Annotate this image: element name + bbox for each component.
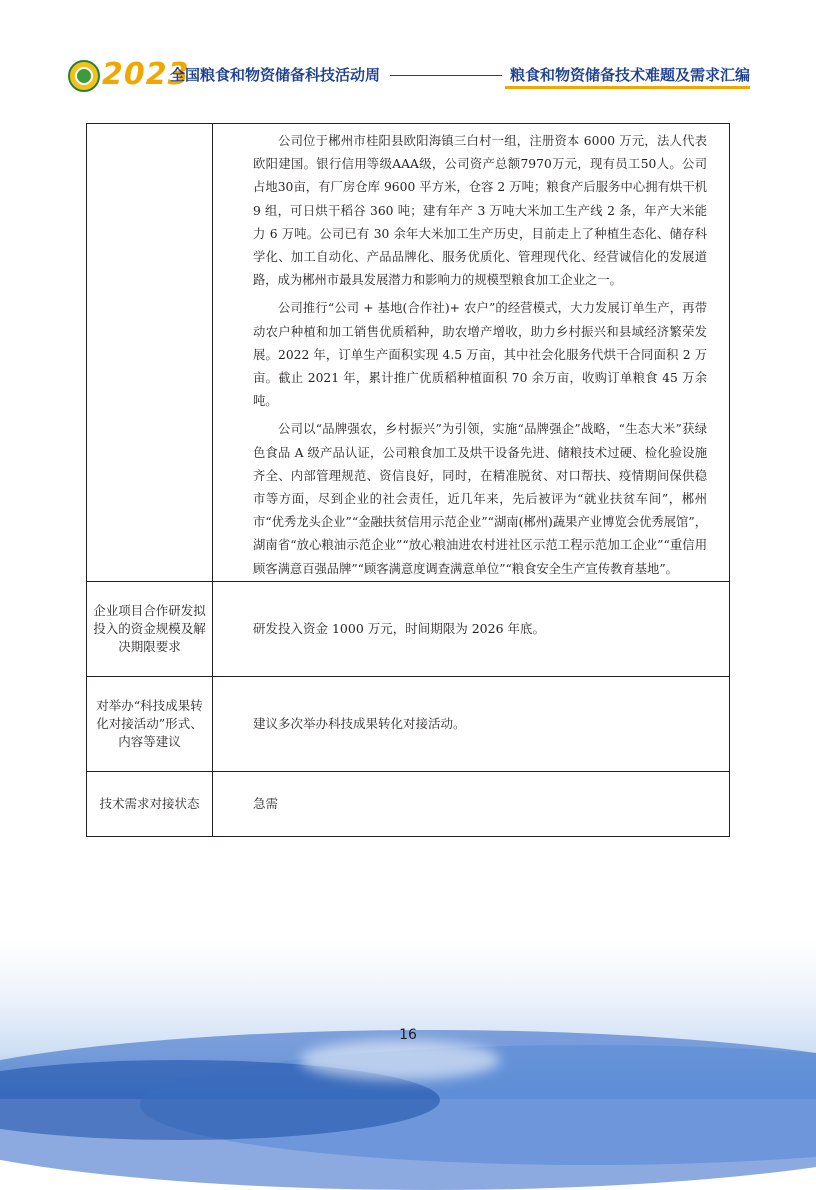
header-title-right: 粮食和物资储备技术难题及需求汇编	[509, 66, 750, 84]
company-intro-label	[87, 124, 213, 582]
header-title-left: 全国粮食和物资储备科技活动周	[170, 66, 381, 84]
requirements-table	[86, 123, 730, 837]
footer-glow	[300, 1040, 500, 1080]
page-header	[0, 0, 816, 100]
company-intro-paragraph-1: 公司位于郴州市桂阳县欧阳海镇三白村一组，注册资本 6000 万元，法人代表欧阳建国。银行信用等级AAA级，公司资产总额7970万元，现有员工50人。公司占地30亩，有厂房仓库 9600 平方米，仓容 2 万吨；粮食产后服务中心拥有烘干机 9 组，可日烘干稻谷 360 吨；建有年产 3 万吨大米加工生产线 2 条，年产大米能力 6 万吨。公司已有 30 余年大米加工生产历史，目前走上了种植生态化、储存科学化、加工自动化、产品品牌化、服务优质化、管理现代化、经营诚信化的发展道路，成为郴州市最具发展潜力和影响力的规模型粮食加工企业之一。	[253, 134, 707, 288]
header-year: 2023	[102, 57, 190, 92]
table-row-funding	[87, 581, 730, 676]
company-intro-paragraph-2: 公司推行“公司 + 基地(合作社)+ 农户”的经营模式，大力发展订单生产，再带动农户种植和加工销售优质稻种，助农增产增收，助力乡村振兴和县域经济繁荣发展。2022 年，订单生产面积实现 4.5 万亩，其中社会化服务代烘干合同面积 2 万亩。截止 2021 年，累计推广优质稻种植面积 70 余万亩，收购订单粮食 45 万余吨。	[253, 301, 707, 409]
company-intro-content	[213, 124, 730, 582]
table-row-suggestion	[87, 676, 730, 771]
logo-center	[75, 67, 93, 85]
status-value: 急需	[213, 771, 730, 836]
funding-value: 研发投入资金 1000 万元，时间期限为 2026 年底。	[213, 581, 730, 676]
suggestion-value: 建议多次举办科技成果转化对接活动。	[213, 676, 730, 771]
table-row-company-intro	[87, 124, 730, 582]
status-label: 技术需求对接状态	[87, 771, 213, 836]
header-accent-underline	[505, 86, 750, 89]
company-intro-paragraph-3: 公司以“品牌强农，乡村振兴”为引领，实施“品牌强企”战略，“生态大米”获绿色食品 A 级产品认证，公司粮食加工及烘干设备先进、储粮技术过硬、检化验设施齐全、内部管理规范、资信良好，同时，在精准脱贫、对口帮扶、疫情期间保供稳市等方面，尽到企业的社会责任，近几年来，先后被评为“就业扶贫车间”，郴州市“优秀龙头企业”“金融扶贫信用示范企业”“湖南(郴州)蔬果产业博览会优秀展馆”，湖南省“放心粮油示范企业”“放心粮油进农村进社区示范工程示范加工企业”“重信用顾客满意百强品牌”“顾客满意度调查满意单位”“粮食安全生产宣传教育基地”。	[253, 422, 707, 576]
funding-label: 企业项目合作研发拟投入的资金规模及解决期限要求	[87, 581, 213, 676]
suggestion-label: 对举办“科技成果转化对接活动”形式、内容等建议	[87, 676, 213, 771]
header-divider-line	[390, 75, 502, 76]
table-row-status	[87, 771, 730, 836]
page-number: 16	[399, 1027, 417, 1043]
grain-logo-icon	[68, 60, 100, 92]
